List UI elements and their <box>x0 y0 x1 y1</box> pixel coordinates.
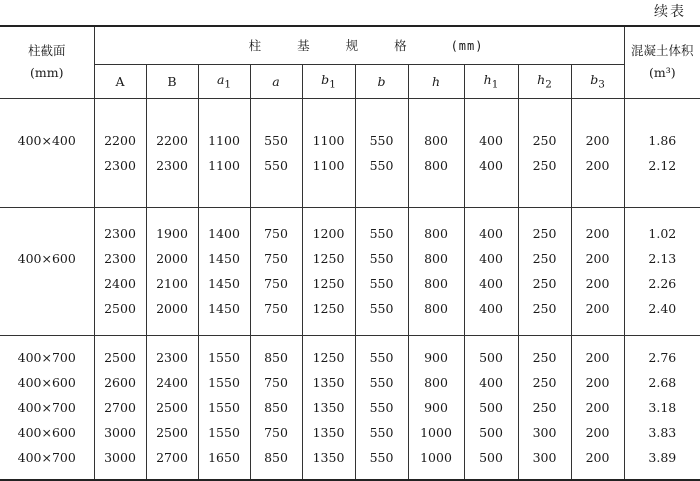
dimension-value: 2300 <box>104 226 136 241</box>
section-header-unit: (mm) <box>30 65 64 81</box>
dimension-value: 1450 <box>208 276 240 291</box>
column-header <box>571 64 624 98</box>
dimension-value: 400 <box>479 374 503 390</box>
dimension-value: 400 <box>479 157 503 173</box>
section-value: 400×700 <box>17 399 76 415</box>
dimension-value: 750 <box>264 301 288 316</box>
group-row <box>0 98 700 207</box>
dimension-value: 1000 <box>420 424 452 440</box>
volume-value: 1.02 <box>648 226 677 241</box>
dimension-value: 550 <box>369 399 394 415</box>
foundation-spec-table <box>0 27 700 481</box>
dimension-value: 1350 <box>312 374 345 390</box>
section-value: 400×600 <box>17 424 76 440</box>
dimension-value: 2400 <box>104 276 136 291</box>
dimension-cell <box>302 98 355 207</box>
dimension-value: 250 <box>532 349 557 365</box>
dimension-value: 1550 <box>208 374 240 390</box>
dimension-value: 1350 <box>312 449 345 465</box>
dimension-value: 550 <box>264 132 288 148</box>
column-header-subscript: 1 <box>491 78 499 91</box>
dimension-value: 800 <box>424 226 448 241</box>
dimension-value: 550 <box>369 424 394 440</box>
volume-value: 2.12 <box>648 157 677 173</box>
dimension-value: 1250 <box>312 349 345 365</box>
column-header <box>94 64 146 98</box>
column-header-symbol: a <box>272 73 280 89</box>
dimension-value: 200 <box>585 424 610 440</box>
section-value <box>0 221 94 246</box>
dimension-cell <box>408 207 464 335</box>
dimension-cell <box>571 335 624 480</box>
dimension-value: 400 <box>479 226 503 241</box>
dimension-value: 550 <box>369 226 394 241</box>
dimension-cell <box>464 98 518 207</box>
dimension-value: 250 <box>532 226 557 241</box>
dimension-value: 1900 <box>156 226 188 241</box>
dimension-value: 250 <box>532 132 557 148</box>
dimension-value: 750 <box>264 424 288 440</box>
volume-cell <box>624 207 700 335</box>
column-header-symbol: b <box>590 71 599 87</box>
dimension-value: 750 <box>264 251 288 266</box>
dimension-cell <box>355 335 408 480</box>
dimension-value: 2000 <box>156 251 188 266</box>
dimension-value: 550 <box>369 157 394 173</box>
dimension-value: 200 <box>585 157 610 173</box>
group-row <box>0 335 700 480</box>
volume-value: 3.83 <box>648 424 677 440</box>
dimension-value: 250 <box>532 276 557 291</box>
dimension-value: 200 <box>585 226 610 241</box>
dimension-cell <box>464 207 518 335</box>
dimension-cell <box>518 98 571 207</box>
column-header <box>408 64 464 98</box>
dimension-value: 850 <box>264 349 288 365</box>
spec-header <box>94 27 624 64</box>
dimension-value: 1100 <box>208 157 240 173</box>
dimension-cell <box>408 335 464 480</box>
dimension-cell <box>250 335 302 480</box>
dimension-value: 250 <box>532 157 557 173</box>
dimension-value: 800 <box>424 276 448 291</box>
section-cell <box>0 335 94 480</box>
column-header-symbol: h <box>537 71 546 87</box>
dimension-cell <box>302 207 355 335</box>
dimension-value: 400 <box>479 301 503 316</box>
dimension-value: 2700 <box>156 449 188 465</box>
dimension-value: 750 <box>264 276 288 291</box>
column-header <box>355 64 408 98</box>
section-value <box>0 153 94 178</box>
column-header-symbol: h <box>431 73 441 89</box>
dimension-value: 2300 <box>104 157 136 173</box>
dimension-cell <box>250 98 302 207</box>
dimension-value: 800 <box>424 374 448 390</box>
dimension-value: 3000 <box>104 424 136 440</box>
dimension-value: 1250 <box>312 301 345 316</box>
column-header-subscript: 3 <box>598 78 605 91</box>
dimension-value: 2300 <box>156 157 188 173</box>
volume-value: 2.40 <box>648 301 677 316</box>
dimension-value: 750 <box>264 226 288 241</box>
section-cell <box>0 207 94 335</box>
dimension-cell <box>355 98 408 207</box>
dimension-value: 550 <box>369 132 394 148</box>
dimension-value: 550 <box>369 251 394 266</box>
dimension-value: 2200 <box>104 132 136 148</box>
section-value: 400×400 <box>17 132 76 148</box>
dimension-cell <box>94 98 146 207</box>
dimension-value: 2500 <box>156 424 188 440</box>
dimension-value: 1400 <box>208 226 240 241</box>
dimension-value: 1250 <box>312 251 345 266</box>
dimension-value: 1100 <box>312 132 345 148</box>
dimension-value: 2300 <box>156 349 188 365</box>
volume-header <box>624 27 700 98</box>
dimension-value: 500 <box>479 349 503 365</box>
dimension-value: 250 <box>532 374 557 390</box>
dimension-value: 2200 <box>156 132 188 148</box>
dimension-value: 250 <box>532 399 557 415</box>
dimension-value: 500 <box>479 399 503 415</box>
dimension-value: 900 <box>424 349 448 365</box>
dimension-value: 1550 <box>208 424 240 440</box>
column-header-symbol: A <box>115 73 125 89</box>
dimension-cell <box>198 98 250 207</box>
dimension-value: 1100 <box>312 157 345 173</box>
volume-value: 2.26 <box>648 276 677 291</box>
dimension-value: 1250 <box>312 276 345 291</box>
column-header-subscript: 1 <box>329 78 336 91</box>
dimension-cell <box>571 207 624 335</box>
volume-header-unit: (m³) <box>649 65 676 81</box>
dimension-cell <box>355 207 408 335</box>
dimension-value: 200 <box>585 301 610 316</box>
dimension-value: 550 <box>264 157 288 173</box>
dimension-cell <box>94 335 146 480</box>
dimension-value: 1650 <box>208 449 240 465</box>
dimension-value: 1450 <box>208 251 240 266</box>
dimension-value: 1350 <box>312 424 345 440</box>
dimension-value: 1350 <box>312 399 345 415</box>
volume-cell <box>624 335 700 480</box>
dimension-cell <box>94 207 146 335</box>
dimension-cell <box>198 335 250 480</box>
column-header <box>250 64 302 98</box>
spec-header-unit: (mm) <box>450 39 484 54</box>
dimension-value: 800 <box>424 301 448 316</box>
dimension-value: 550 <box>369 276 394 291</box>
dimension-value: 1550 <box>208 399 240 415</box>
section-header <box>0 27 94 98</box>
dimension-value: 250 <box>532 301 557 316</box>
dimension-value: 800 <box>424 157 448 173</box>
dimension-cell <box>302 335 355 480</box>
column-header <box>198 64 250 98</box>
dimension-cell <box>571 98 624 207</box>
column-header-subscript: 2 <box>545 78 552 91</box>
column-header <box>302 64 355 98</box>
column-header-subscript: 1 <box>224 78 232 91</box>
volume-cell <box>624 98 700 207</box>
section-value: 400×700 <box>17 349 76 365</box>
dimension-cell <box>146 335 198 480</box>
dimension-value: 1450 <box>208 301 240 316</box>
volume-value: 3.18 <box>648 399 677 415</box>
column-header <box>146 64 198 98</box>
dimension-value: 500 <box>479 424 503 440</box>
dimension-value: 1100 <box>208 132 240 148</box>
dimension-cell <box>408 98 464 207</box>
dimension-value: 550 <box>369 449 394 465</box>
dimension-value: 2700 <box>104 399 136 415</box>
volume-value: 2.13 <box>648 251 677 266</box>
column-header-symbol: a <box>216 71 225 87</box>
dimension-cell <box>518 335 571 480</box>
spec-header-char: 柱 <box>248 38 264 54</box>
dimension-cell <box>146 98 198 207</box>
section-value: 400×700 <box>17 449 76 465</box>
dimension-value: 200 <box>585 399 610 415</box>
volume-value: 2.68 <box>648 374 677 390</box>
column-header-symbol: B <box>167 73 177 89</box>
dimension-value: 1200 <box>312 226 345 241</box>
dimension-value: 900 <box>424 399 448 415</box>
dimension-value: 800 <box>424 132 448 148</box>
column-header-symbol: h <box>483 71 492 87</box>
dimension-value: 300 <box>532 424 557 440</box>
dimension-value: 2500 <box>104 349 136 365</box>
dimension-value: 550 <box>369 301 394 316</box>
dimension-cell <box>464 335 518 480</box>
dimension-value: 2500 <box>104 301 136 316</box>
continued-label: 续表 <box>654 4 686 20</box>
spec-header-char: 基 <box>297 38 312 54</box>
volume-value: 3.89 <box>648 449 677 465</box>
dimension-value: 1000 <box>420 449 452 465</box>
section-value <box>0 296 94 321</box>
spec-header-char: 格 <box>394 38 409 54</box>
dimension-value: 850 <box>264 399 288 415</box>
spec-header-char: 规 <box>345 38 361 54</box>
group-row <box>0 207 700 335</box>
volume-header-label: 混凝土体积 <box>631 43 694 59</box>
volume-value: 1.86 <box>648 132 677 148</box>
dimension-value: 2400 <box>156 374 188 390</box>
volume-value: 2.76 <box>648 349 677 365</box>
dimension-cell <box>146 207 198 335</box>
dimension-value: 2600 <box>104 374 136 390</box>
dimension-value: 200 <box>585 276 610 291</box>
dimension-value: 2300 <box>104 251 136 266</box>
dimension-value: 850 <box>264 449 288 465</box>
dimension-value: 2000 <box>156 301 188 316</box>
section-cell <box>0 98 94 207</box>
dimension-value: 200 <box>585 449 610 465</box>
dimension-value: 200 <box>585 251 610 266</box>
dimension-value: 250 <box>532 251 557 266</box>
column-header <box>518 64 571 98</box>
column-header-symbol: b <box>377 73 386 89</box>
dimension-value: 800 <box>424 251 448 266</box>
section-value: 400×600 <box>17 251 76 266</box>
section-value <box>0 271 94 296</box>
dimension-value: 200 <box>585 132 610 148</box>
dimension-value: 3000 <box>104 449 136 465</box>
dimension-value: 2500 <box>156 399 188 415</box>
dimension-value: 500 <box>479 449 503 465</box>
column-header-symbol: b <box>321 71 330 87</box>
dimension-value: 400 <box>479 132 503 148</box>
dimension-value: 2100 <box>156 276 188 291</box>
column-header <box>464 64 518 98</box>
dimension-value: 400 <box>479 251 503 266</box>
section-value: 400×600 <box>17 374 76 390</box>
dimension-value: 200 <box>585 374 610 390</box>
dimension-cell <box>198 207 250 335</box>
dimension-cell <box>250 207 302 335</box>
dimension-value: 550 <box>369 349 394 365</box>
dimension-value: 750 <box>264 374 288 390</box>
dimension-value: 1550 <box>208 349 240 365</box>
dimension-value: 300 <box>532 449 557 465</box>
dimension-value: 200 <box>585 349 610 365</box>
dimension-value: 550 <box>369 374 394 390</box>
dimension-cell <box>518 207 571 335</box>
dimension-value: 400 <box>479 276 503 291</box>
section-header-label: 柱截面 <box>27 43 66 59</box>
